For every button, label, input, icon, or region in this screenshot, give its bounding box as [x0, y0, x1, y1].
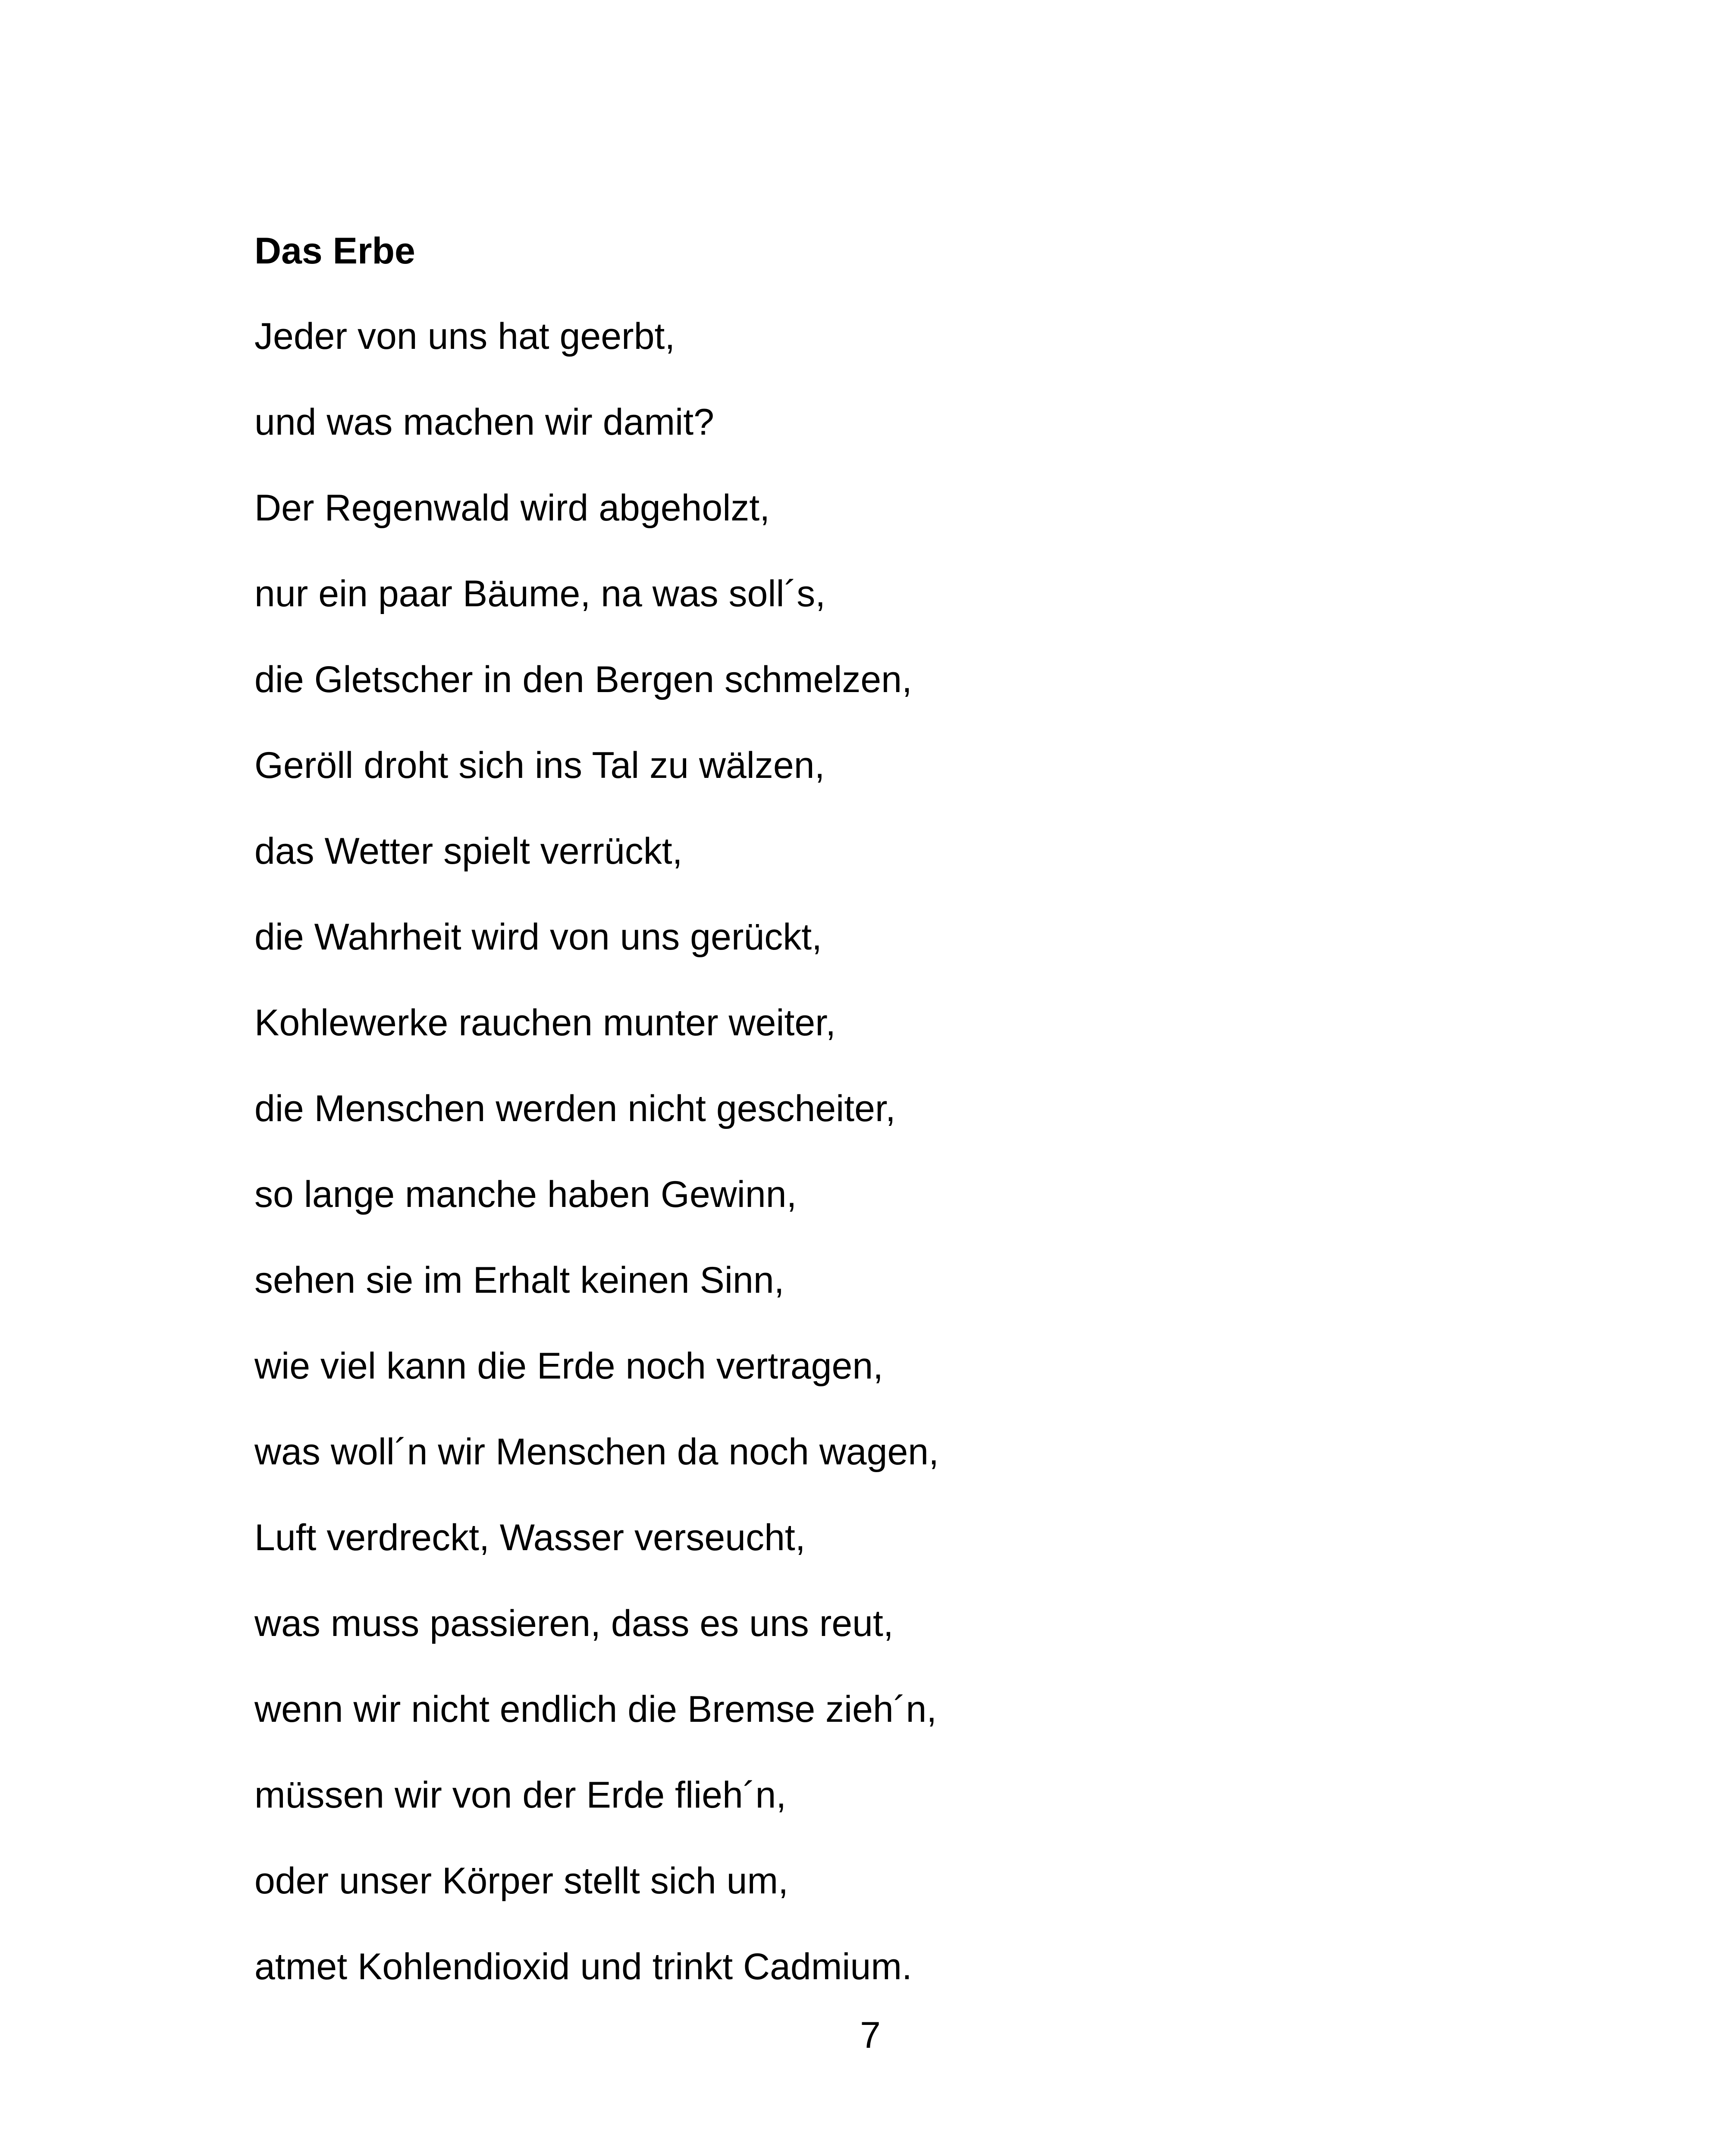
page-number: 7 [860, 2015, 881, 2056]
poem-line: und was machen wir damit? [254, 401, 714, 443]
poem-line: nur ein paar Bäume, na was soll´s, [254, 573, 826, 614]
poem-line: Der Regenwald wird abgeholzt, [254, 487, 770, 529]
poem-line: wie viel kann die Erde noch vertragen, [254, 1345, 884, 1387]
poem [254, 224, 1462, 2026]
poem-line: müssen wir von der Erde flieh´n, [254, 1774, 787, 1816]
poem-line: Kohlewerke rauchen munter weiter, [254, 1002, 836, 1044]
poem-line: was woll´n wir Menschen da noch wagen, [254, 1431, 939, 1473]
poem-line: so lange manche haben Gewinn, [254, 1174, 797, 1215]
poem-title: Das Erbe [254, 230, 415, 272]
poem-line: was muss passieren, dass es uns reut, [254, 1603, 894, 1644]
poem-line: wenn wir nicht endlich die Bremse zieh´n, [254, 1689, 937, 1730]
poem-line: atmet Kohlendioxid und trinkt Cadmium. [254, 1946, 912, 1987]
poem-line: die Wahrheit wird von uns gerückt, [254, 916, 822, 958]
poem-line: Luft verdreckt, Wasser verseucht, [254, 1517, 806, 1558]
poem-line: die Gletscher in den Bergen schmelzen, [254, 659, 912, 700]
poem-line: Geröll droht sich ins Tal zu wälzen, [254, 745, 825, 786]
poem-line: das Wetter spielt verrückt, [254, 830, 683, 872]
poem-line: die Menschen werden nicht gescheiter, [254, 1088, 896, 1129]
poem-lines [254, 310, 1462, 1993]
poem-line: Jeder von uns hat geerbt, [254, 316, 675, 357]
poem-line: oder unser Körper stellt sich um, [254, 1860, 788, 1902]
poem-line: sehen sie im Erhalt keinen Sinn, [254, 1260, 784, 1301]
